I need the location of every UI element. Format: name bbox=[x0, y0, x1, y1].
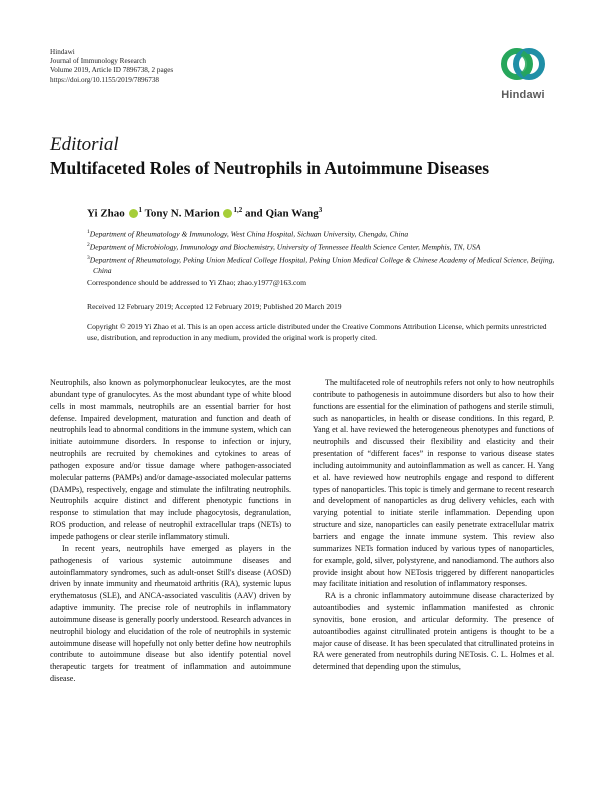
journal-name: Journal of Immunology Research bbox=[50, 57, 147, 66]
copyright-notice: Copyright © 2019 Yi Zhao et al. This is an open access article distributed under the Creative Commons Attribution License, which permits unrestricted use, distribution, and reproduction in any medium, provided the original work is properly cited. bbox=[87, 322, 547, 342]
body-paragraph: In recent years, neutrophils have emerged as players in the pathogenesis of various systemic autoimmune diseases and autoinflammatory syndromes, such as adult-onset Still's disease (AOSD) driven by innate immunity and rheumatoid arthritis (RA), systemic lupus erythematosus (SLE), and ANCA-associated vasculitis (AAV) driven by adaptive immunity. The precise role of neutrophils in inflammatory autoimmune disease is generally poorly understood. Research advances in neutrophil biology and elucidation of the role of neutrophils in systemic autoimmune disease will hopefully not only better define how neutrophils contribute to autoimmune disease but also identify potential novel therapeutic targets for treatment of inflammation and autoimmune disease. bbox=[50, 543, 291, 684]
author-conjunction: and bbox=[244, 207, 263, 220]
affiliation-item: $^1$Department of Rheumatology & Immunology, West China Hospital, Sichuan University, Chengdu, China bbox=[87, 229, 409, 239]
author-name[interactable]: Qian Wang bbox=[265, 207, 319, 220]
author-name[interactable]: Tony N. Marion bbox=[144, 207, 220, 220]
body-paragraph: RA is a chronic inflammatory autoimmune disease characterized by autoantibodies and systemic inflammation manifested as chronic synovitis, bone erosion, and articular deformity. The presence of autoantibodies against citrullinated protein antigens is thought to be a major cause of disease. It has been speculated that citrullinated proteins in RA were generated from neutrophils during NETosis. C. L. Holmes et al. determined that depending upon the stimulus, bbox=[313, 591, 554, 672]
logo-text: Hindawi bbox=[501, 89, 545, 101]
affiliation-item: $^2$Department of Microbiology, Immunology and Biochemistry, University of Tennessee Health Science Center, Memphis, TN, USA bbox=[87, 242, 481, 252]
volume-line: Volume 2019, Article ID 7896738, 2 pages bbox=[50, 66, 174, 75]
body-paragraph: The multifaceted role of neutrophils refers not only to how neutrophils contribute to pathogenesis in autoimmune disorders but also to how their functions are essential for the elimination of pathogens and sterile stimuli, such as nanoparticles, in health or disease conditions. In this regard, P. Yang et al. have reviewed the heterogeneous phenotypes and functions of neutrophils and discussed their flexibility and elasticity and their presentation of “different faces” in response to various disease states including autoimmunity and autoinflammation as well as cancer. H. Yang et al. have reviewed how neutrophils engage and respond to different types of nanoparticles. This topic is timely and germane to recent research and development of nanoparticles as drug delivery vehicles, each with varying potential to initiate sterile inflammation. Depending upon structure and size, nanoparticles can easily penetrate extracellular matrix barriers and engage the innate immune system. This review also summarizes NETs formation induced by various types of nanoparticles, for example, gold, silver, polystyrene, and nanodiamond. The authors also provide insight about how NETosis triggered by different nanoparticles may facilitate initiation and resolution of inflammatory responses. bbox=[313, 378, 554, 589]
orcid-icon[interactable] bbox=[223, 209, 232, 218]
doi-link[interactable]: https://doi.org/10.1155/2019/7896738 bbox=[50, 75, 160, 84]
correspondence: Correspondence should be addressed to Yi Zhao; zhao.y1977@163.com bbox=[87, 278, 307, 287]
hindawi-logo bbox=[495, 44, 551, 101]
body-column-left bbox=[50, 377, 291, 685]
journal-meta bbox=[50, 48, 173, 85]
article-dates: Received 12 February 2019; Accepted 12 February 2019; Published 20 March 2019 bbox=[87, 302, 342, 311]
author-affiliation-ref: 1 bbox=[138, 206, 143, 214]
author-affiliation-ref: 1,2 bbox=[233, 206, 243, 214]
affiliation-item: $^3$Department of Rheumatology, Peking Union Medical College Hospital, Peking Union Medical College & Chinese Academy of Medical Science, Beijing, China bbox=[87, 255, 555, 276]
article-type: Editorial bbox=[50, 134, 119, 155]
body-column-right bbox=[313, 377, 554, 673]
affiliations bbox=[87, 227, 557, 277]
publisher-name: Hindawi bbox=[50, 48, 75, 56]
body-paragraph: Neutrophils, also known as polymorphonuclear leukocytes, are the most abundant type of granulocytes. As the most abundant type of white blood cells in most mammals, neutrophils are an essential barrier for host defense. Impaired development, maturation and function and death of neutrophils lead to abnormal conditions in the immune system, which can initiate autoimmune disorders. In response to infection or injury, neutrophils are recruited by chemokines and cytokines to areas of pathogen exposure and/or tissue damage where pathogen-associated molecular patterns (PAMPs) and/or damage-associated molecular patterns (DAMPs), respectively, engage and stimulate the infiltrating neutrophils. Neutrophils acquire distinct and different phenotypic functions in response to stimulation that may include phagocytosis, degranulation, ROS production, and release of neutrophil extracellular traps (NETs) to impede pathogens or clear sterile inflammatory stimuli. bbox=[50, 378, 291, 541]
author-affiliation-ref: 3 bbox=[318, 206, 323, 214]
article-title: Multifaceted Roles of Neutrophils in Autoimmune Diseases bbox=[50, 158, 490, 178]
orcid-icon[interactable] bbox=[129, 209, 138, 218]
author-name[interactable]: Yi Zhao bbox=[87, 207, 125, 220]
author-list bbox=[87, 206, 322, 220]
hindawi-rings-icon bbox=[498, 44, 548, 84]
